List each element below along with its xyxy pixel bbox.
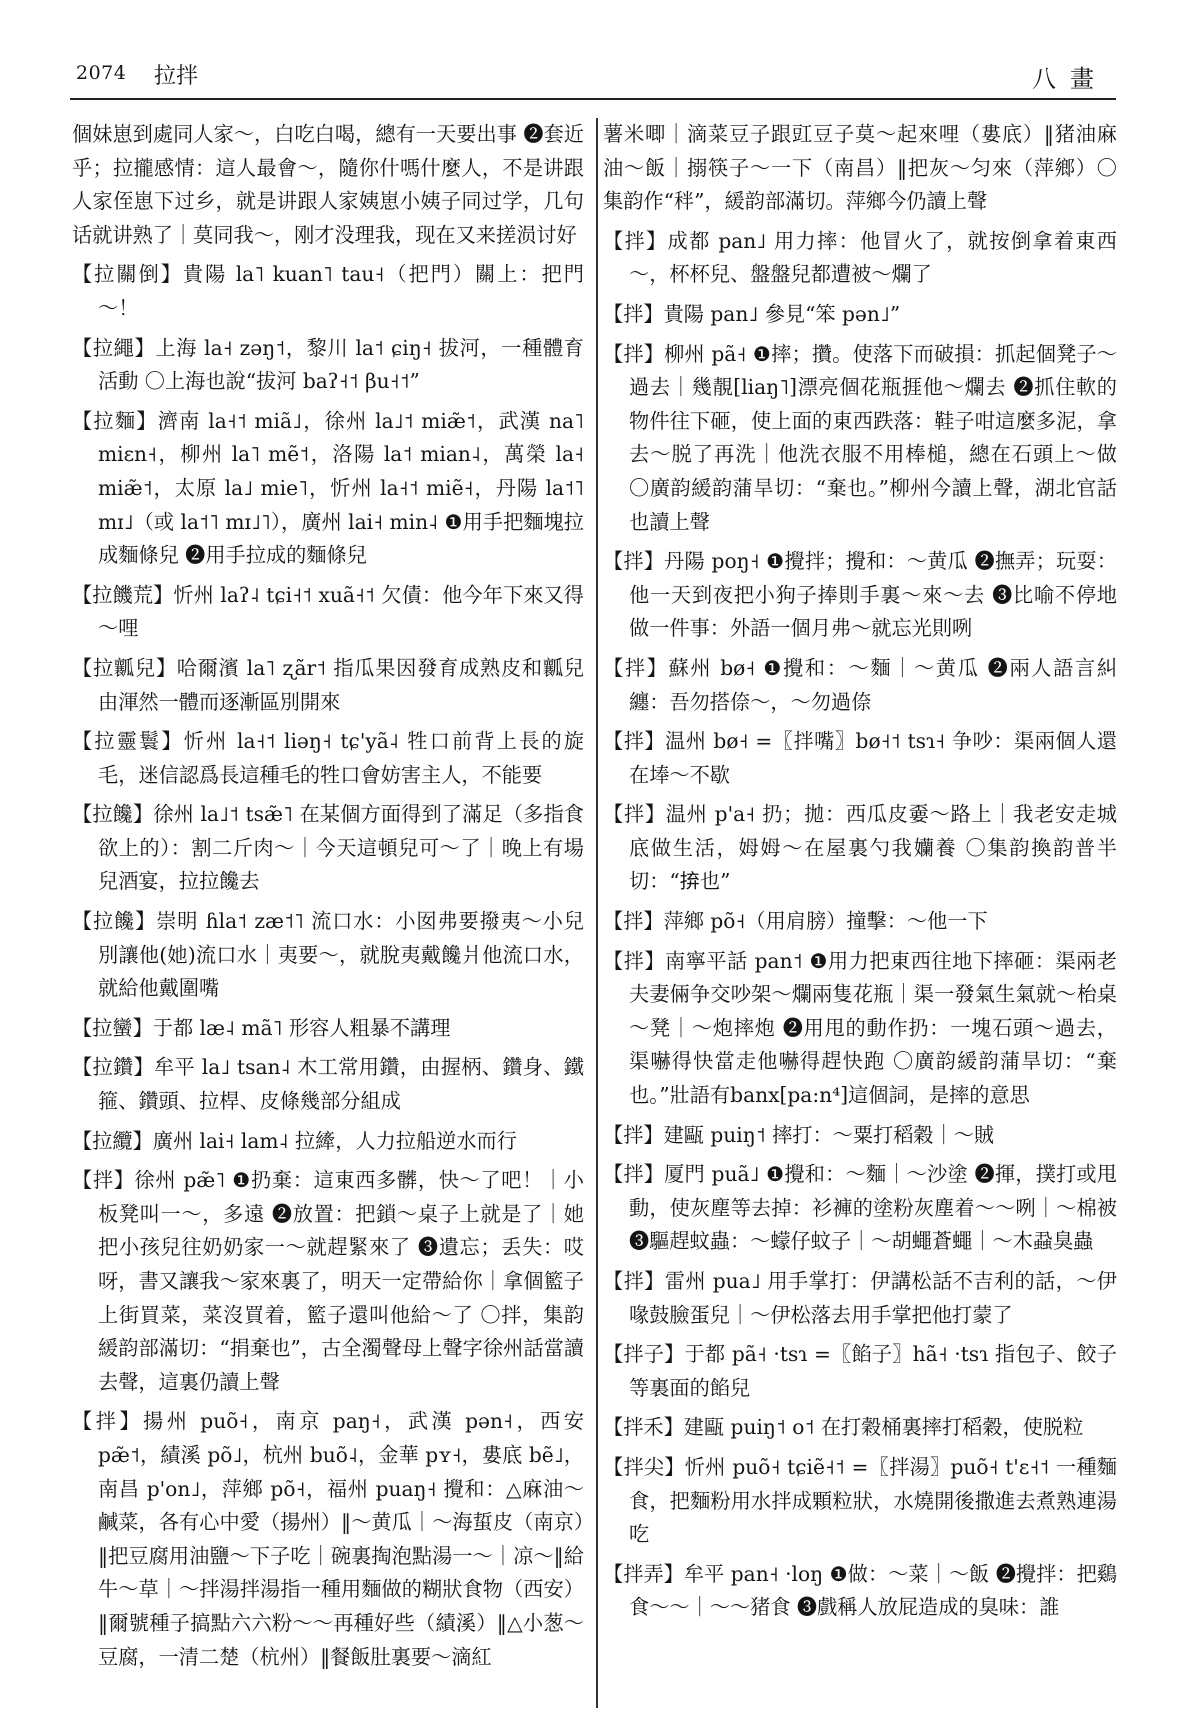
page-header bbox=[70, 58, 1116, 100]
dictionary-entry: 【拌】建甌 puiŋ˦ 摔打：～粟打稻穀｜～賊 bbox=[603, 1122, 995, 1147]
dictionary-entry: 【拉鑽】牟平 la˩ tsan˨ 木工常用鑽，由握柄、鑽身、鐵箍、鑽頭、拉桿、皮條幾部分組成 bbox=[72, 1055, 584, 1114]
dictionary-entry: 【拉麵】濟南 la˧˦ miã˩，徐州 la˩˦ miæ̃˦，武漢 na˥ miɛn˧，柳州 la˥ mẽ˦，洛陽 la˦ mian˨，萬榮 la˧ miæ̃˦，太原 la˩ mie˥，忻州 la˧˦ miẽ˧，丹陽 la˦˥ mɪ˩（或 la˦˥ mɪ˩˥），廣州 lai˧ min˨ ❶用手把麵塊拉成麵條兒 ❷用手拉成的麵條兒 bbox=[72, 408, 584, 568]
page-number: 2074 bbox=[76, 62, 127, 84]
dictionary-entry: 【拉關倒】貴陽 la˥ kuan˥ tau˧（把門）關上：把門～！ bbox=[72, 262, 584, 320]
dictionary-entry: 【拌】萍鄉 põ˧（用肩膀）撞擊：～他一下 bbox=[603, 909, 988, 934]
dictionary-entry: 薯米唧｜滴菜豆子跟豇豆子莫～起來哩（婁底）‖猪油麻油～飯｜搦筷子～一下（南昌）‖把灰～匀來（萍鄉）〇集韵作“秚”，緩韵部滿切。萍鄉今仍讀上聲 bbox=[603, 122, 1117, 214]
dictionary-entry: 【拌】蘇州 bø˧ ❶攪和：～麵｜～黄瓜 ❷兩人語言糾纏：吾勿搭倷～，～勿過倷 bbox=[603, 655, 1117, 714]
dictionary-entry: 【拌】雷州 pua˩ 用手掌打：伊講松話不吉利的話，～伊喙鼓臉蛋兒｜～伊松落去用手掌把他打蒙了 bbox=[603, 1269, 1117, 1327]
dictionary-entry: 【拌尖】忻州 puõ˧ tɕiẽ˧˦ =〖拌湯〗puõ˧ t'ɛ˧˦ 一種麵食，把麵粉用水拌成顆粒狀，水燒開後撒進去煮熟連湯吃 bbox=[603, 1454, 1117, 1547]
dictionary-entry: 【拉饞】徐州 la˩˦ tsæ̃˥ 在某個方面得到了滿足（多指食欲上的）：割二斤肉～｜今天這頓兒可～了｜晚上有場兒酒宴，拉拉饞去 bbox=[72, 802, 584, 894]
dictionary-entry: 【拉饞】崇明 ɦla˦ zæ˦˥ 流口水：小囡弗要撥夷～小兒別讓他(她)流口水｜夷要～，就脫夷戴饞爿他流口水，就給他戴圍嘴 bbox=[72, 909, 584, 1001]
dictionary-entry: 【拉纜】廣州 lai˧ lam˨ 拉縴，人力拉船逆水而行 bbox=[72, 1128, 517, 1153]
dictionary-entry: 【拉蠻】于都 læ˨ mã˥ 形容人粗暴不講理 bbox=[72, 1015, 451, 1040]
right-column bbox=[603, 118, 1117, 1708]
running-head-title: 拉拌 bbox=[154, 64, 199, 89]
dictionary-entry: 【拌】徐州 pæ̃˥ ❶扔棄：這東西多髒，快～了吧！｜小板凳叫一～，多遠 ❷放置：把鎖～桌子上就是了｜她把小孩兒往奶奶家一～就趕緊來了 ❸遺忘；丢失：哎呀，書又讓我～家來裏了，明天一定帶給你｜拿個籃子上街買菜，菜沒買着，籃子還叫他給～了 〇拌，集韵緩韵部滿切：“捐棄也”，古全濁聲母上聲字徐州話當讀去聲，這裏仍讀上聲 bbox=[72, 1168, 584, 1394]
dictionary-entry: 【拌】揚州 puõ˧，南京 paŋ˧，武漢 pən˧，西安 pæ̃˦，績溪 põ˩，杭州 buõ˨，金華 pʏ˧，婁底 bẽ˩，南昌 p'on˩，萍鄉 põ˧，福州 puaŋ˧ 攪和：△麻油～鹹菜，各有心中愛（揚州）‖～黄瓜｜～海蜇皮（南京）‖把豆腐用油鹽～下子吃｜碗裏掏泡點湯一～｜凉～‖給牛～草｜～拌湯拌湯指一種用麵做的糊狀食物（西安）‖爾號種子搞點六六粉～～再種好些（績溪）‖△小葱～豆腐，一清二楚（杭州）‖餐飯肚裏要～滴紅 bbox=[72, 1409, 584, 1669]
dictionary-entry: 個妹崽到處同人家～，白吃白喝，總有一天要出事 ❷套近乎；拉攏感情：這人最會～，隨你什嗎什麼人，不是讲跟人家侄崽下过乡，就是讲跟人家姨崽小姨子同过学，几句话就讲熟了｜莫同我～，刚才没理我，现在又来搓涢讨好 bbox=[72, 122, 584, 247]
dictionary-entry: 【拌弄】牟平 pan˧ ·loŋ ❶做：～菜｜～飯 ❷攪拌：把鷄食～～｜～～猪食 ❸戲稱人放屁造成的臭味：誰 bbox=[603, 1561, 1117, 1620]
dictionary-entry: 【拌】丹陽 poŋ˧ ❶攪拌；攪和：～黄瓜 ❷撫弄；玩耍：他一天到夜把小狗子捧則手裏～來～去 ❸比喻不停地做一件事：外語一個月弗～就忘光則咧 bbox=[603, 549, 1117, 641]
dictionary-entry: 【拉饑荒】忻州 laʔ˨ tɕi˧˦ xuã˧˦ 欠債：他今年下來又得～哩 bbox=[72, 582, 584, 641]
dictionary-entry: 【拉瓤兒】哈爾濱 la˥ ʐãr˦ 指瓜果因發育成熟皮和瓤兒由渾然一體而逐漸區別開來 bbox=[72, 655, 584, 714]
dictionary-entry: 【拌】厦門 puã˩ ❶攪和：～麵｜～沙塗 ❷揮，撲打或甩動，使灰塵等去掉：衫褲的塗粉灰塵着～～咧｜～棉被 ❸驅趕蚊蟲：～蠓仔蚊子｜～胡蠅蒼蠅｜～木蝨臭蟲 bbox=[603, 1162, 1117, 1254]
dictionary-entry: 【拌】温州 bø˧ =〖拌嘴〗bø˧˦ tsɿ˧ 争吵：渠兩個人還在埲～不歇 bbox=[603, 729, 1117, 787]
dictionary-entry: 【拉靈鬟】忻州 la˧˦ liəŋ˧ tɕ'yã˨ 牲口前背上長的旋毛，迷信認爲長這種毛的牲口會妨害主人，不能要 bbox=[72, 729, 584, 787]
dictionary-entry: 【拌禾】建甌 puiŋ˦ o˦ 在打穀桶裏摔打稻穀，使脱粒 bbox=[603, 1415, 1084, 1440]
section-label: 八畫 bbox=[1032, 65, 1108, 93]
dictionary-entry: 【拌】成都 pan˩ 用力摔：他冒火了，就按倒拿着東西～，杯杯兒、盤盤兒都遭被～爛了 bbox=[603, 228, 1117, 287]
dictionary-entry: 【拌】南寧平話 pan˦ ❶用力把東西往地下摔砸：渠兩老夫妻倆争交吵架～爛兩隻花瓶｜渠一發氣生氣就～枱桌～凳｜～炮摔炮 ❷用甩的動作扔：一塊石頭～過去，渠嚇得快當走他嚇得趕快跑 〇廣韵緩韵蒲旱切：“棄也。”壯語有banx[pa:n⁴]這個詞，是摔的意思 bbox=[603, 948, 1117, 1108]
dictionary-entry: 【拌】柳州 pã˧ ❶摔；攢。使落下而破損：抓起個凳子～過去｜幾靚[liaŋ˥]漂亮個花瓶捱他～爛去 ❷抓住軟的物件往下砸，使上面的東西跌落：鞋子咁這麼多泥，拿去～脱了再洗｜他洗衣服不用棒槌，總在石頭上～做 〇廣韵緩韵蒲旱切：“棄也。”柳州今讀上聲，湖北官話也讀上聲 bbox=[603, 341, 1117, 534]
dictionary-entry: 【拌】温州 p'a˧ 扔；拋：西瓜皮嫑～路上｜我老安走城底做生活，姆姆～在屋裏勺我孏養 〇集韵換韵普半切：“𢬵也” bbox=[603, 802, 1117, 894]
left-column bbox=[72, 118, 598, 1708]
dictionary-entry: 【拉繩】上海 la˧ zəŋ˦，黎川 la˦ ɕiŋ˧ 拔河，一種體育活動 〇上海也說“拔河 baʔ˧˦ βu˧˦” bbox=[72, 335, 584, 394]
dictionary-entry: 【拌子】于都 pã˧ ·tsɿ =〖餡子〗hã˧ ·tsɿ 指包子、餃子等裏面的餡兒 bbox=[603, 1342, 1117, 1400]
dictionary-entry: 【拌】貴陽 pan˩ 參見“笨 pən˩” bbox=[603, 301, 901, 326]
